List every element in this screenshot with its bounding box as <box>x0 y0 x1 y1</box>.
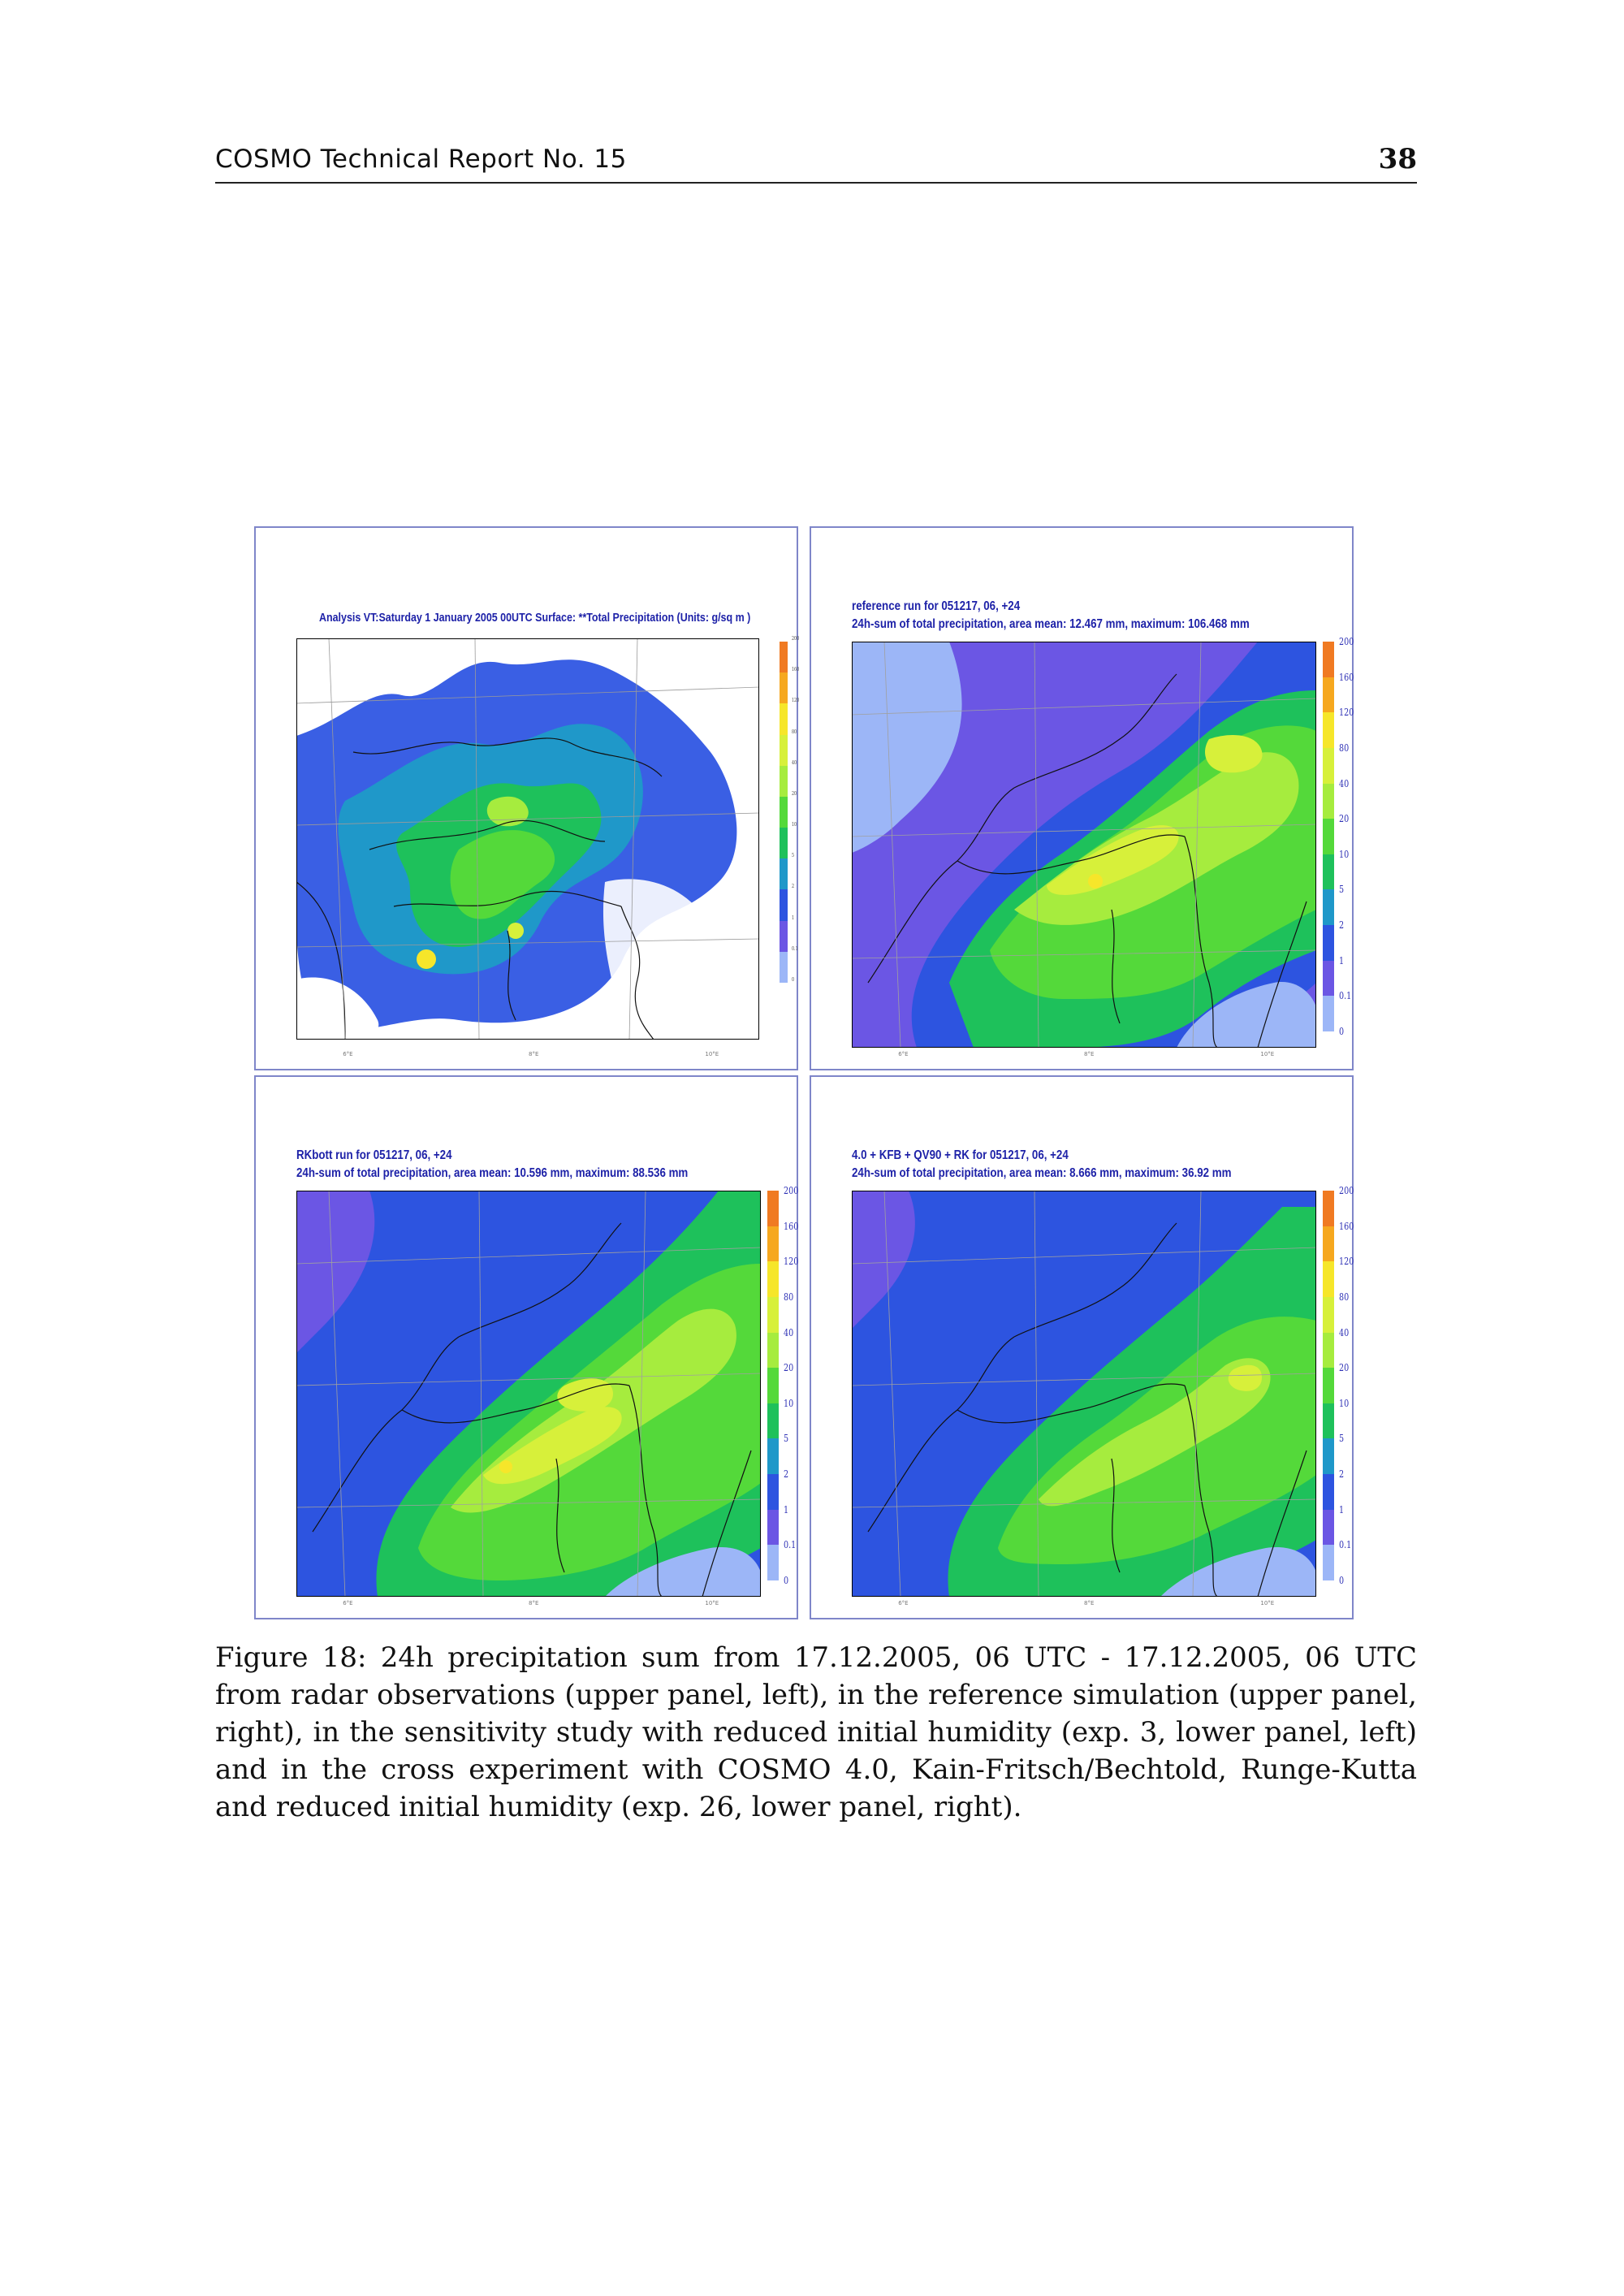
colorbar-segment <box>1323 1368 1334 1403</box>
panel-title-line: 4.0 + KFB + QV90 + RK for 051217, 06, +24 <box>852 1148 1069 1162</box>
colorbar-tick-label: 200 <box>1339 1185 1354 1196</box>
colorbar-segment <box>767 1474 779 1510</box>
colorbar-tick-label: 0.1 <box>1339 1539 1352 1551</box>
colorbar-tick-label: 5 <box>1339 884 1345 896</box>
colorbar-tick-label: 0.1 <box>784 1539 797 1551</box>
colorbar-tick-label: 0 <box>1339 1026 1345 1037</box>
longitude-tick-label: 6°E <box>898 1051 909 1057</box>
colorbar-tick-label: 20 <box>1339 1362 1350 1374</box>
colorbar-tick-label: 80 <box>1339 742 1350 754</box>
colorbar-segment <box>1323 1403 1334 1439</box>
colorbar-segment <box>780 921 788 952</box>
colorbar-tick-label: 40 <box>1339 777 1350 789</box>
panel-title-line: 24h-sum of total precipitation, area mean: 12.467 mm, maximum: 106.468 mm <box>852 617 1250 631</box>
longitude-labels <box>852 1051 1316 1062</box>
colorbar-segment <box>1323 1226 1334 1262</box>
colorbar-tick-label: 160 <box>784 1220 799 1232</box>
colorbar-tick-label: 10 <box>1339 848 1350 860</box>
colorbar-tick-label: 120 <box>784 1256 799 1268</box>
panel-title-line: 24h-sum of total precipitation, area mean: 10.596 mm, maximum: 88.536 mm <box>296 1166 689 1180</box>
colorbar-segment <box>767 1438 779 1474</box>
colorbar <box>1323 642 1334 1031</box>
colorbar-tick-label: 200 <box>784 1185 799 1196</box>
colorbar-tick-label: 2 <box>1339 919 1345 932</box>
panel-cross-experiment <box>810 1075 1354 1619</box>
longitude-tick-label: 8°E <box>529 1600 539 1606</box>
longitude-labels <box>296 1600 761 1611</box>
colorbar-segment <box>1323 996 1334 1031</box>
colorbar-tick-label: 160 <box>792 667 800 673</box>
colorbar-labels <box>784 1185 808 1597</box>
longitude-tick-label: 10°E <box>705 1051 719 1057</box>
panel-title <box>319 609 750 627</box>
colorbar-tick-label: 40 <box>792 759 797 766</box>
colorbar-tick-label: 80 <box>792 729 797 735</box>
colorbar-tick-label: 10 <box>1339 1397 1350 1409</box>
colorbar-tick-label: 10 <box>792 822 797 828</box>
colorbar-segment <box>1323 784 1334 819</box>
longitude-tick-label: 10°E <box>705 1600 719 1606</box>
longitude-tick-label: 8°E <box>529 1051 539 1057</box>
colorbar-segment <box>780 735 788 766</box>
colorbar-segment <box>1323 1297 1334 1333</box>
panel-title-line: Analysis VT:Saturday 1 January 2005 00UTC Surface: **Total Precipitation (Units: g/sq m ) <box>319 612 751 625</box>
colorbar-segment <box>780 642 788 672</box>
colorbar-tick-label: 0 <box>1339 1575 1345 1586</box>
colorbar-segment <box>1323 854 1334 890</box>
colorbar-tick-label: 160 <box>1339 1220 1354 1232</box>
colorbar-tick-label: 1 <box>1339 1503 1345 1516</box>
colorbar-tick-label: 1 <box>784 1503 789 1516</box>
colorbar-segment <box>1323 677 1334 713</box>
colorbar-tick-label: 120 <box>792 698 800 704</box>
colorbar-labels <box>1339 636 1363 1048</box>
panel-rkbott-run <box>254 1075 798 1619</box>
colorbar-segment <box>1323 961 1334 997</box>
colorbar-tick-label: 200 <box>1339 636 1354 647</box>
colorbar-tick-label: 1 <box>1339 954 1345 966</box>
longitude-labels <box>852 1600 1316 1611</box>
colorbar-segment <box>780 766 788 797</box>
colorbar-segment <box>767 1510 779 1546</box>
precipitation-map <box>296 1191 761 1597</box>
longitude-tick-label: 8°E <box>1084 1600 1095 1606</box>
colorbar-tick-label: 40 <box>1339 1326 1350 1338</box>
colorbar-segment <box>780 889 788 920</box>
colorbar-tick-label: 2 <box>792 884 795 890</box>
colorbar-segment <box>767 1403 779 1439</box>
colorbar-tick-label: 0 <box>784 1575 789 1586</box>
colorbar-segment <box>780 828 788 858</box>
colorbar-segment <box>1323 1191 1334 1226</box>
colorbar-tick-label: 0.1 <box>792 945 798 952</box>
colorbar-segment <box>767 1333 779 1369</box>
colorbar-segment <box>767 1297 779 1333</box>
colorbar-segment <box>1323 1261 1334 1297</box>
colorbar <box>780 642 788 983</box>
colorbar-tick-label: 10 <box>784 1397 794 1409</box>
colorbar-tick-label: 20 <box>1339 813 1350 825</box>
colorbar-segment <box>780 952 788 983</box>
colorbar-segment <box>1323 1545 1334 1580</box>
colorbar-tick-label: 40 <box>784 1326 794 1338</box>
colorbar-tick-label: 5 <box>784 1433 789 1445</box>
longitude-labels <box>296 1051 761 1062</box>
longitude-tick-label: 6°E <box>343 1600 353 1606</box>
colorbar <box>1323 1191 1334 1580</box>
precipitation-map <box>852 1191 1316 1597</box>
panel-title <box>852 598 1250 633</box>
colorbar-tick-label: 160 <box>1339 671 1354 683</box>
colorbar-segment <box>1323 748 1334 784</box>
colorbar-segment <box>1323 819 1334 854</box>
colorbar-tick-label: 2 <box>784 1468 789 1481</box>
colorbar-tick-label: 5 <box>792 853 795 859</box>
running-header-title: COSMO Technical Report No. 15 <box>215 145 627 174</box>
colorbar-labels <box>1339 1185 1363 1597</box>
header-rule <box>215 182 1417 184</box>
longitude-tick-label: 6°E <box>898 1600 909 1606</box>
colorbar-segment <box>780 797 788 828</box>
colorbar-tick-label: 120 <box>1339 707 1354 719</box>
panel-title-line: reference run for 051217, 06, +24 <box>852 599 1021 613</box>
figure-caption: Figure 18: 24h precipitation sum from 17.12.2005, 06 UTC - 17.12.2005, 06 UTC from radar observations (upper panel, left), in the reference simulation (upper panel, right), in the sensitivity study with reduced initial humidity (exp. 3, lower panel, left) and in the cross experiment with COSMO 4.0, Kain-Fritsch/Bechtold, Runge-Kutta and reduced initial humidity (exp. 26, lower panel, right). <box>215 1641 1417 1823</box>
colorbar <box>767 1191 779 1580</box>
colorbar-tick-label: 80 <box>784 1291 794 1303</box>
colorbar-segment <box>767 1261 779 1297</box>
colorbar-segment <box>1323 1438 1334 1474</box>
colorbar-tick-label: 2 <box>1339 1468 1345 1481</box>
colorbar-segment <box>780 858 788 889</box>
colorbar-segment <box>767 1226 779 1262</box>
longitude-tick-label: 10°E <box>1260 1051 1275 1057</box>
colorbar-tick-label: 20 <box>792 790 797 797</box>
colorbar-segment <box>1323 712 1334 748</box>
colorbar-segment <box>1323 889 1334 925</box>
colorbar-tick-label: 5 <box>1339 1433 1345 1445</box>
colorbar-segment <box>780 703 788 734</box>
colorbar-segment <box>1323 1510 1334 1546</box>
page-number: 38 <box>1378 143 1417 175</box>
colorbar-segment <box>767 1191 779 1226</box>
panel-title-line: 24h-sum of total precipitation, area mean: 8.666 mm, maximum: 36.92 mm <box>852 1166 1232 1180</box>
panel-title <box>852 1147 1231 1183</box>
panel-reference-run <box>810 526 1354 1070</box>
colorbar-tick-label: 120 <box>1339 1256 1354 1268</box>
panel-title-line: RKbott run for 051217, 06, +24 <box>296 1148 452 1162</box>
colorbar-segment <box>1323 925 1334 961</box>
precipitation-map <box>296 638 759 1040</box>
colorbar-tick-label: 200 <box>792 636 800 642</box>
colorbar-tick-label: 80 <box>1339 1291 1350 1303</box>
colorbar-tick-label: 0 <box>792 977 795 983</box>
colorbar-segment <box>780 672 788 703</box>
longitude-tick-label: 10°E <box>1260 1600 1275 1606</box>
colorbar-segment <box>767 1545 779 1580</box>
longitude-tick-label: 6°E <box>343 1051 353 1057</box>
precipitation-map <box>852 642 1316 1048</box>
colorbar-tick-label: 1 <box>792 915 795 921</box>
colorbar-tick-label: 20 <box>784 1362 794 1374</box>
panel-radar-observations <box>254 526 798 1070</box>
colorbar-segment <box>1323 642 1334 677</box>
panel-title <box>296 1147 688 1183</box>
colorbar-segment <box>1323 1333 1334 1369</box>
colorbar-segment <box>767 1368 779 1403</box>
colorbar-tick-label: 0.1 <box>1339 990 1352 1002</box>
longitude-tick-label: 8°E <box>1084 1051 1095 1057</box>
colorbar-segment <box>1323 1474 1334 1510</box>
